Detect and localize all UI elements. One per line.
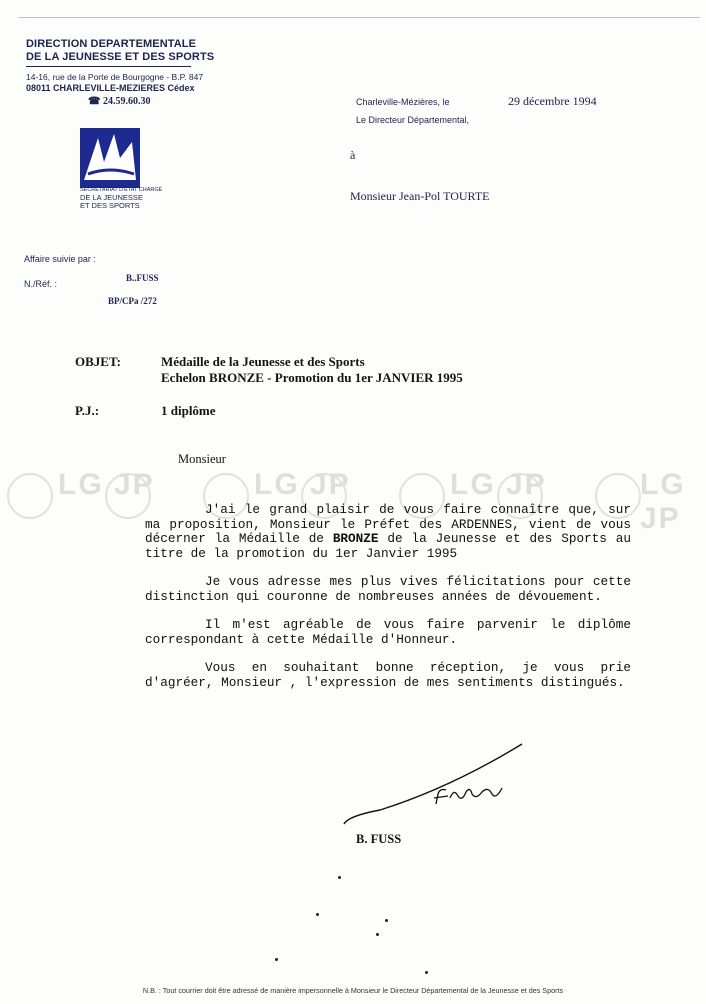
address-line2: 08011 CHARLEVILLE-MEZIERES Cédex <box>26 83 195 93</box>
scan-speck <box>275 958 278 961</box>
sail-logo-icon <box>80 128 140 188</box>
watermark-text-4: LG JP <box>640 468 686 535</box>
logo-caption-line1: SECRÉTARIAT D'ÉTAT CHARGÉ <box>80 187 163 193</box>
to-word: à <box>350 148 356 162</box>
phone-icon: ☎ <box>88 96 101 107</box>
signature <box>340 738 530 828</box>
ref-code: BP/CPa /272 <box>108 296 157 306</box>
object-label: OBJET: <box>75 354 121 369</box>
scan-speck <box>316 913 319 916</box>
letter-body <box>145 503 631 690</box>
phone <box>88 96 150 107</box>
watermark-text-3: LG JP <box>450 468 547 501</box>
paragraph-1-end: de la Jeunesse et des Sports au titre de la promotion du 1er Janvier 1995 <box>145 531 632 561</box>
recipient: Monsieur Jean-Pol TOURTE <box>350 189 490 203</box>
signer-name: B. FUSS <box>356 832 402 846</box>
affaire-label: Affaire suivie par : <box>24 254 96 264</box>
footer-note: N.B. : Tout courrier doit être adressé de manière impersonnelle à Monsieur le Directeur Départemental de la Jeunesse et des Sports <box>142 986 564 995</box>
date: 29 décembre 1994 <box>508 94 597 108</box>
scan-speck <box>338 876 341 879</box>
logo-caption-line3: ET DES SPORTS <box>80 200 140 210</box>
org-underline <box>26 66 191 67</box>
medal-level: BRONZE <box>332 531 379 546</box>
top-rule <box>18 17 700 18</box>
org-name-line1: DIRECTION DEPARTEMENTALE <box>26 38 197 50</box>
place: Charleville-Mézières, le <box>356 97 450 107</box>
address-line1: 14-16, rue de la Porte de Bourgogne - B.P. 847 <box>26 72 204 82</box>
sender-title: Le Directeur Départemental, <box>356 115 470 125</box>
paragraph-1 <box>145 503 631 561</box>
watermark-text-2: LG JP <box>254 468 351 501</box>
object-line2: Echelon BRONZE - Promotion du 1er JANVIER 1995 <box>161 370 463 385</box>
paragraph-1-start: J'ai le grand plaisir de vous faire connaître que, sur ma proposition, Monsieur le Préfet des ARDENNES, vient de vous décerner la Médaille de <box>145 502 631 546</box>
scan-speck <box>425 971 428 974</box>
phone-number: 24.59.60.30 <box>102 96 151 107</box>
org-name-line2: DE LA JEUNESSE ET DES SPORTS <box>26 51 215 63</box>
paragraph-4: Vous en souhaitant bonne réception, je vous prie d'agréer, Monsieur , l'expression de mes sentiments distingués. <box>145 660 631 690</box>
scan-speck <box>385 919 388 922</box>
paragraph-3: Il m'est agréable de vous faire parvenir le diplôme correspondant à cette Médaille d'Honneur. <box>145 617 631 647</box>
ref-label: N./Réf. : <box>24 279 58 289</box>
ref-name: B..FUSS <box>126 273 159 283</box>
handwritten-signature-icon <box>340 738 530 828</box>
watermark-text-1: LG JP <box>58 468 155 501</box>
scan-speck <box>376 933 379 936</box>
logo-caption-line2: DE LA JEUNESSE <box>80 192 143 202</box>
salutation: Monsieur <box>178 452 226 466</box>
object-line1: Médaille de la Jeunesse et des Sports <box>161 354 365 369</box>
logo-caption <box>80 188 162 210</box>
attachment-label: P.J.: <box>75 403 100 418</box>
paragraph-2: Je vous adresse mes plus vives félicitations pour cette distinction qui couronne de nombreuses années de dévouement. <box>145 574 631 604</box>
attachment-value: 1 diplôme <box>161 403 216 418</box>
